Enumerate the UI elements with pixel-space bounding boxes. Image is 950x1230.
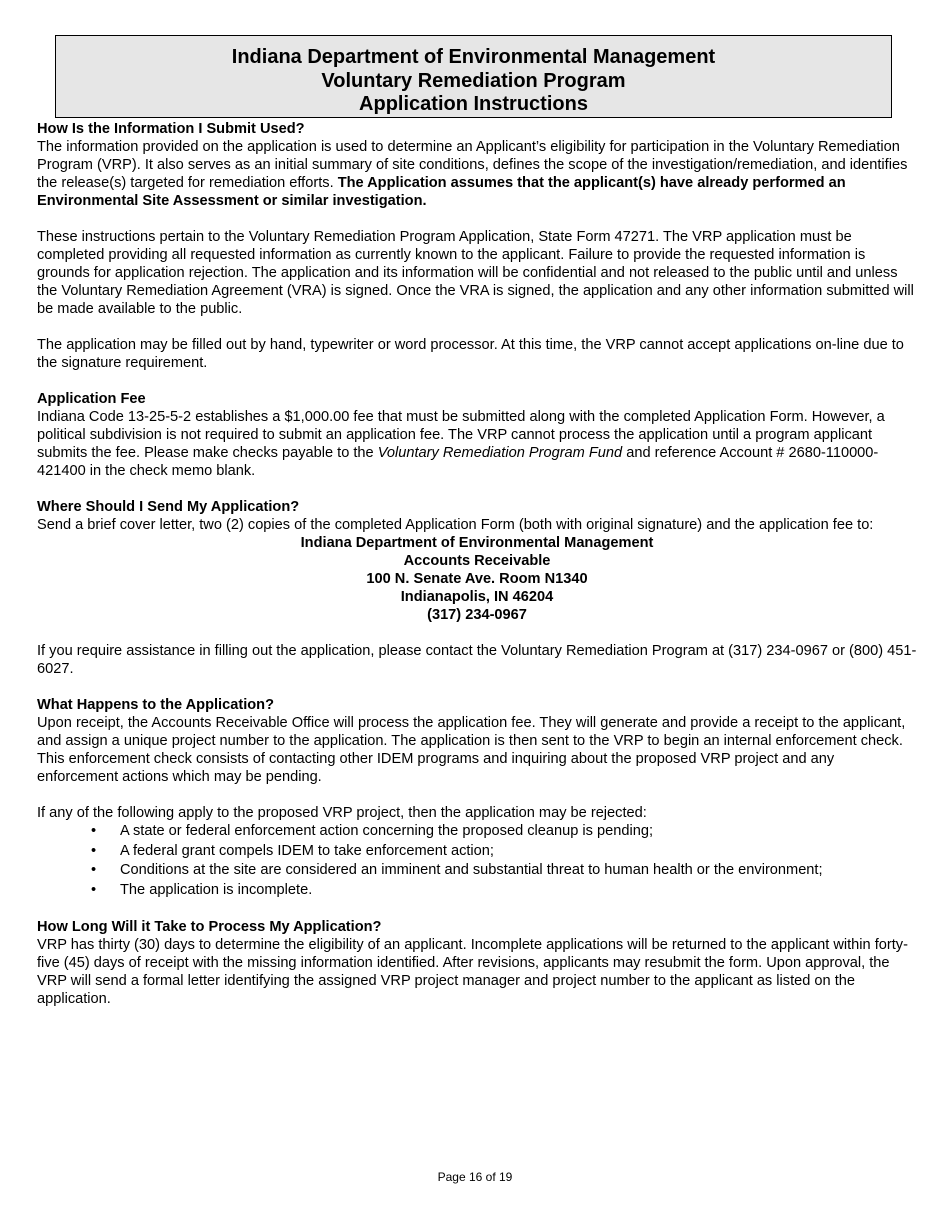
fee-fund-name: Voluntary Remediation Program Fund [377,445,623,461]
title-line-program: Voluntary Remediation Program [321,69,626,92]
bullet-icon: • [91,881,97,898]
fee-text-before: Indiana Code 13-25-5-2 establishes a $1,000.00 fee that must be submitted along with the completed Application Form. However, a political subdivision is not required to submit an application fee. The VRP cannot process the application until a program applicant submits the fee. Please make checks payable to the [37,409,885,461]
paragraph-assistance-contact: If you require assistance in filling out the application, please contact the Voluntary Remediation Program at (317) 234-0967 or (800) 451-6027. [37,643,917,677]
bullet-icon: • [91,862,97,878]
heading-info-used: How Is the Information I Submit Used? [37,121,305,137]
document-title-box [55,35,892,118]
list-item-text: The application is incomplete. [120,881,313,898]
heading-send-application: Where Should I Send My Application? [37,499,300,515]
paragraph-info-used [37,138,917,210]
bullet-icon: • [91,842,97,859]
paragraph-info-used-bold: The Application assumes that the applicant(s) have already performed an Environmental Site Assessment or similar investigation. [37,175,846,209]
heading-what-happens: What Happens to the Application? [37,697,275,713]
rejection-reasons-list [37,822,917,900]
bullet-icon: • [91,823,97,839]
heading-application-fee: Application Fee [37,391,146,407]
list-item-text: Conditions at the site are considered an imminent and substantial threat to human health or the environment; [120,862,823,878]
paragraph-info-used-text: The information provided on the application is used to determine an Applicant’s eligibility for participation in the Voluntary Remediation Program (VRP). It also serves as an initial summary of site conditions, defines the scope of the investigation/remediation, and identifies the release(s) targeted for remediation efforts. [37,139,908,191]
fee-text-after: and reference Account # 2680-110000-421400 in the check memo blank. [37,445,879,479]
paragraph-rejection-intro: If any of the following apply to the proposed VRP project, then the application may be rejected: [37,805,647,821]
mailing-address [37,534,917,624]
list-item [37,861,917,881]
title-line-document: Application Instructions [359,93,588,115]
document-body [37,120,917,1008]
list-item [37,822,917,842]
address-line-department: Accounts Receivable [403,553,551,569]
list-item-text: A state or federal enforcement action concerning the proposed cleanup is pending; [120,823,654,839]
paragraph-fill-method: The application may be filled out by hand, typewriter or word processor. At this time, the VRP cannot accept applications on-line due to the signature requirement. [37,337,904,371]
list-item-text: A federal grant compels IDEM to take enforcement action; [120,842,494,859]
paragraph-how-long: VRP has thirty (30) days to determine the eligibility of an applicant. Incomplete applications will be returned to the applicant within forty-five (45) days of receipt with the missing information identified. After revisions, applicants may resubmit the form. Upon approval, the VRP will send a formal letter identifying the assigned VRP project manager and project number to the applicant as listed on the application. [37,937,908,1007]
address-line-city: Indianapolis, IN 46204 [400,589,554,605]
list-item [37,881,917,901]
address-line-street: 100 N. Senate Ave. Room N1340 [366,571,588,587]
page-number: Page 16 of 19 [437,1170,513,1184]
heading-how-long: How Long Will it Take to Process My Application? [37,919,382,935]
paragraph-application-fee [37,408,917,480]
title-line-agency: Indiana Department of Environmental Management [231,46,716,68]
address-line-phone: (317) 234-0967 [427,607,527,623]
address-line-agency: Indiana Department of Environmental Management [300,535,654,551]
list-item [37,842,917,862]
paragraph-send-application: Send a brief cover letter, two (2) copies of the completed Application Form (both with original signature) and the application fee to: [37,517,874,533]
paragraph-instructions-scope: These instructions pertain to the Voluntary Remediation Program Application, State Form 47271. The VRP application must be completed providing all requested information as currently known to the applicant. Failure to provide the requested information is grounds for application rejection. The application and its information will be confidential and not released to the public until and unless the Voluntary Remediation Agreement (VRA) is signed. Once the VRA is signed, the application and any other information submitted will be made available to the public. [37,229,914,317]
paragraph-what-happens: Upon receipt, the Accounts Receivable Office will process the application fee. They will generate and provide a receipt to the applicant, and assign a unique project number to the application. The application is then sent to the VRP to begin an internal enforcement check. This enforcement check consists of contacting other IDEM programs and inquiring about the proposed VRP project and any enforcement actions which may be pending. [37,715,906,785]
